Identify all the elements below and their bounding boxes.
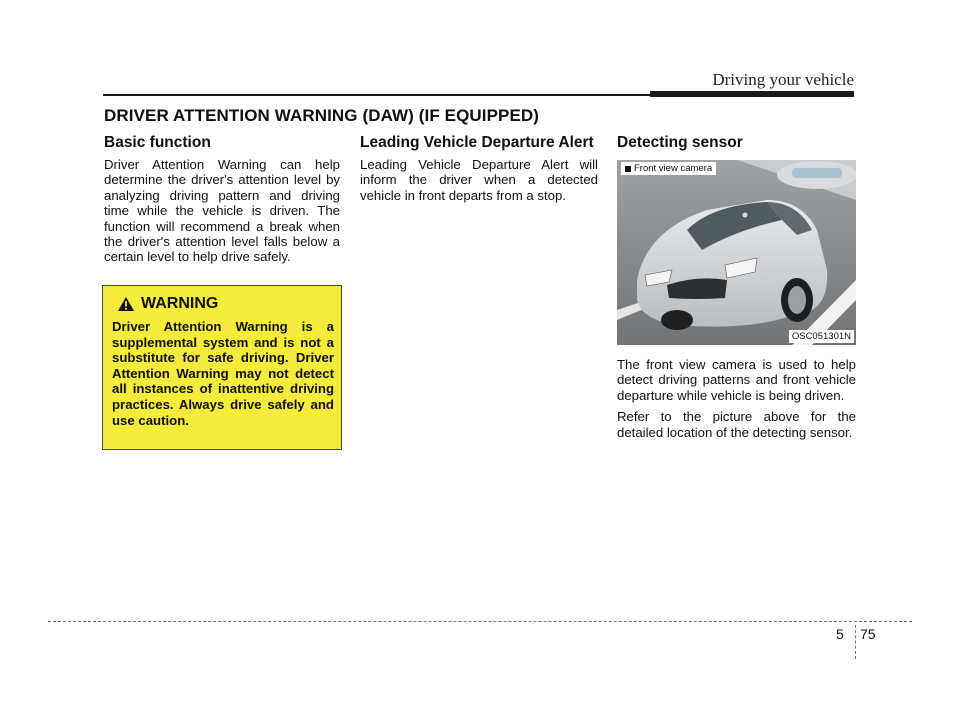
car-illustration (617, 160, 856, 345)
basic-function-heading: Basic function (104, 134, 211, 151)
header-rule-accent (650, 91, 854, 97)
warning-header (117, 295, 218, 313)
detecting-sensor-heading: Detecting sensor (617, 134, 743, 151)
warning-triangle-icon (117, 296, 135, 312)
column-basic-function (104, 134, 340, 271)
square-bullet-icon (625, 166, 631, 172)
detecting-sensor-body-1: The front view camera is used to help detect driving patterns and front vehicle departure while vehicle is being driven. (617, 357, 856, 403)
footer-rule (48, 621, 912, 622)
front-camera-figure (617, 160, 856, 345)
figure-label (621, 162, 716, 175)
page-number-divider (855, 625, 856, 659)
detecting-sensor-body-2: Refer to the picture above for the detailed location of the detecting sensor. (617, 409, 856, 440)
figure-code: OSC051301N (789, 330, 854, 343)
page-number: 75 (860, 626, 876, 642)
figure-label-text: Front view camera (634, 163, 713, 174)
warning-box (102, 285, 342, 450)
warning-label: WARNING (141, 295, 219, 312)
running-header: Driving your vehicle (712, 70, 854, 89)
warning-text: Driver Attention Warning is a supplemental system and is not a substitute for safe driving. Driver Attention Warning may not detect all instances of inattentive driving practices. Always drive safely and use caution. (112, 319, 334, 428)
chapter-number: 5 (836, 626, 844, 642)
column-leading-vehicle (360, 134, 598, 209)
detecting-sensor-text (617, 357, 856, 446)
section-title: DRIVER ATTENTION WARNING (DAW) (IF EQUIPPED) (104, 106, 540, 125)
leading-vehicle-heading: Leading Vehicle Departure Alert (360, 134, 594, 151)
basic-function-body: Driver Attention Warning can help determine the driver's attention level by analyzing driving pattern and driving time while the vehicle is driven. The function will recommend a break when the driver's attention level falls below a certain level to help drive safely. (104, 157, 340, 265)
leading-vehicle-body: Leading Vehicle Departure Alert will inform the driver when a detected vehicle in front departs from a stop. (360, 157, 598, 203)
column-detecting-sensor (617, 134, 856, 157)
